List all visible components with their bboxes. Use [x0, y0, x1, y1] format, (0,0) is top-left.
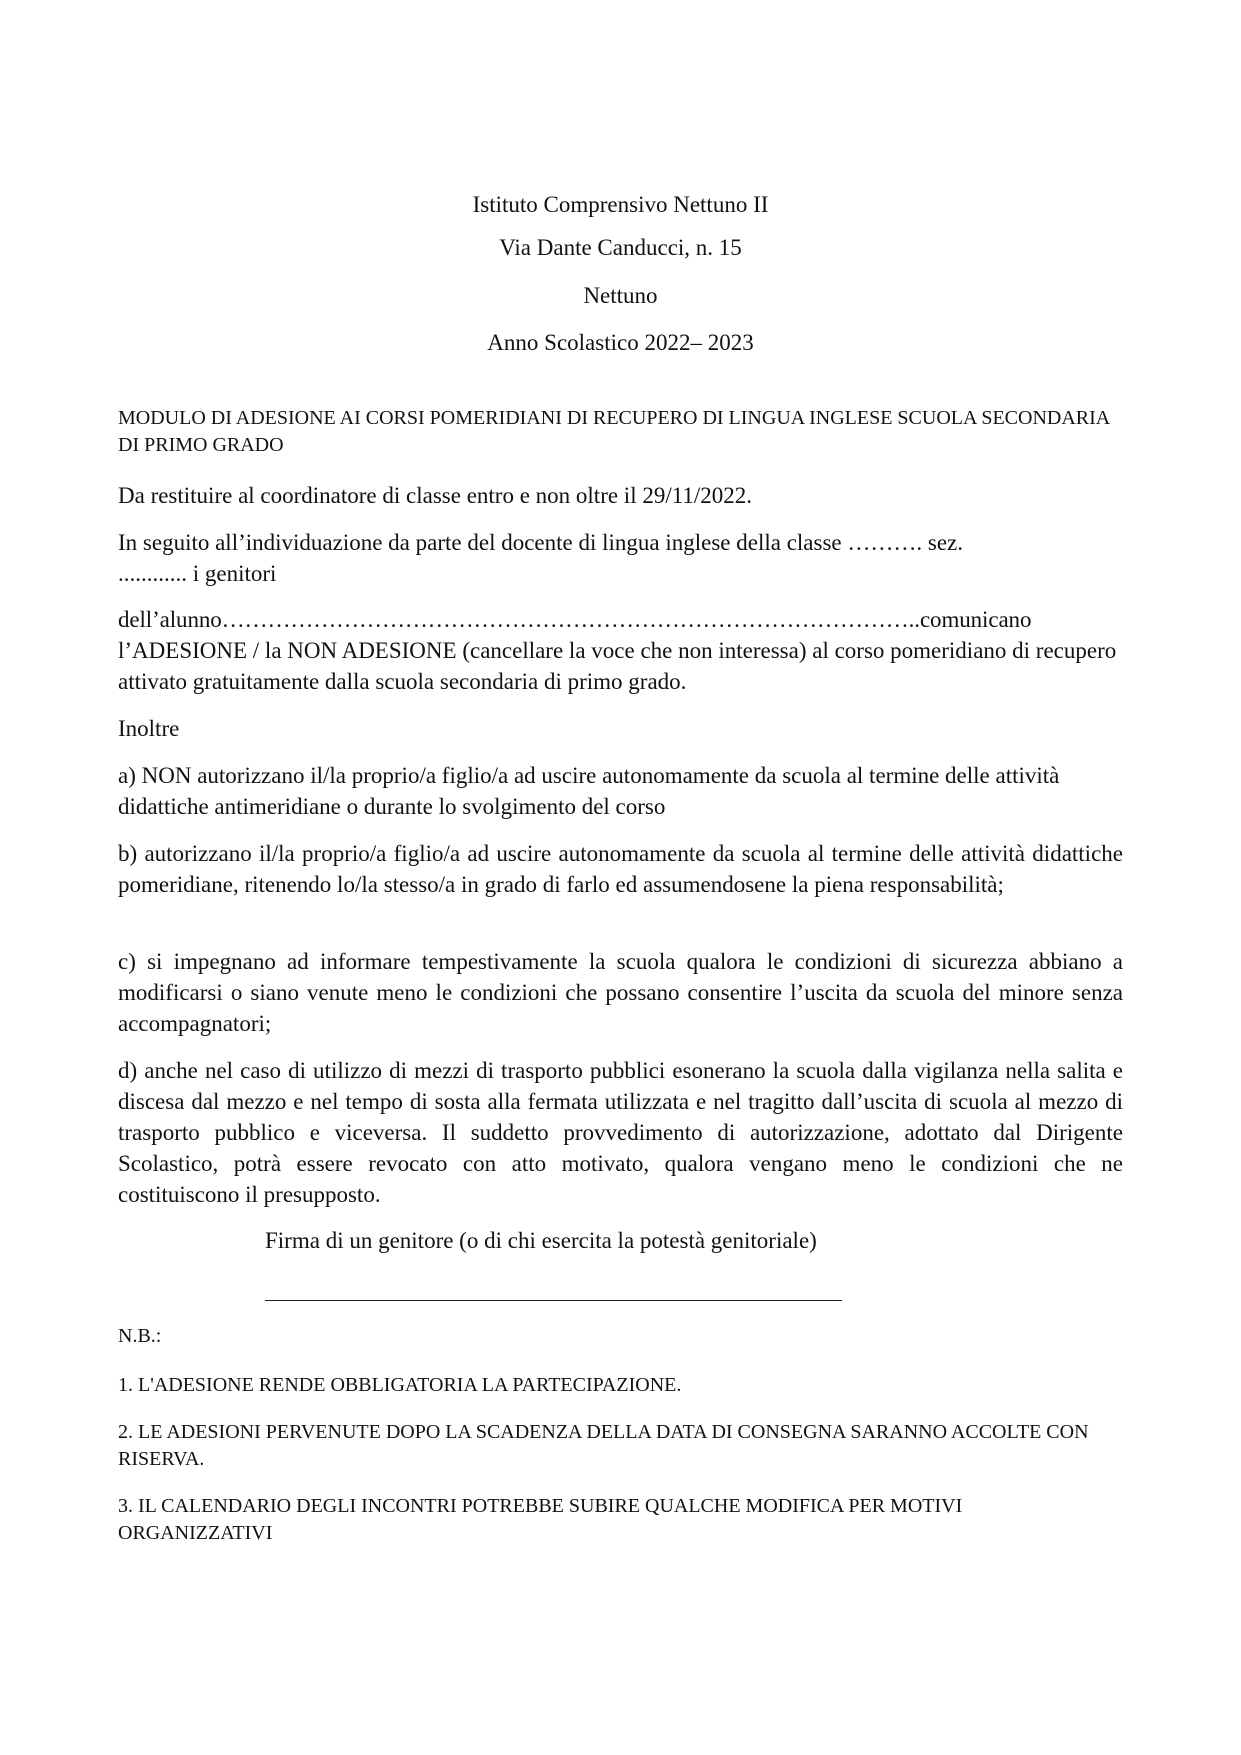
intro-class-line: In seguito all’individuazione da parte del docente di lingua inglese della classe ………. sez. — [118, 530, 963, 555]
note-1: 1. L'ADESIONE RENDE OBBLIGATORIA LA PARTECIPAZIONE. — [118, 1374, 682, 1396]
note-2: 2. LE ADESIONI PERVENUTE DOPO LA SCADENZA DELLA DATA DI CONSEGNA SARANNO ACCOLTE CON RISERVA. — [118, 1421, 1089, 1470]
signature-line — [265, 1300, 842, 1301]
form-title: MODULO DI ADESIONE AI CORSI POMERIDIANI DI RECUPERO DI LINGUA INGLESE SCUOLA SECONDARIA DI PRIMO GRADO — [118, 407, 1110, 456]
notes-heading: N.B.: — [118, 1325, 162, 1347]
return-deadline: Da restituire al coordinatore di classe entro e non oltre il 29/11/2022. — [118, 483, 753, 508]
school-year: Anno Scolastico 2022– 2023 — [487, 330, 754, 355]
authorization-item-b: b) autorizzano il/la proprio/a figlio/a ad uscire autonomamente da scuola al termine delle attività didattiche pomeridiane, ritenendo lo/la stesso/a in grado di farlo ed assumendosene la piena responsabilità; — [118, 841, 1123, 897]
note-3: 3. IL CALENDARIO DEGLI INCONTRI POTREBBE SUBIRE QUALCHE MODIFICA PER MOTIVI ORGANIZZATIVI — [118, 1495, 963, 1544]
student-name-line: dell’alunno………………………………………………………………………………..comunicano — [118, 607, 1032, 632]
furthermore-label: Inoltre — [118, 716, 180, 741]
authorization-item-a: a) NON autorizzano il/la proprio/a figlio/a ad uscire autonomamente da scuola al termine delle attività didattiche antimeridiane o durante lo svolgimento del corso — [118, 763, 1060, 819]
school-name: Istituto Comprensivo Nettuno II — [472, 192, 769, 217]
signature-label: Firma di un genitore (o di chi esercita la potestà genitoriale) — [265, 1228, 817, 1253]
intro-section-line: ............ i genitori — [118, 561, 277, 586]
adhesion-choice: l’ADESIONE / la NON ADESIONE (cancellare la voce che non interessa) al corso pomeridiano di recupero attivato gratuitamente dalla scuola secondaria di primo grado. — [118, 638, 1117, 694]
school-address: Via Dante Canducci, n. 15 — [499, 235, 742, 260]
school-city: Nettuno — [583, 283, 658, 308]
authorization-item-c: c) si impegnano ad informare tempestivamente la scuola qualora le condizioni di sicurezza abbiano a modificarsi o siano venute meno le condizioni che possano consentire l’uscita da scuola del minore senza accompagnatori; — [118, 949, 1123, 1036]
authorization-item-d: d) anche nel caso di utilizzo di mezzi di trasporto pubblici esonerano la scuola dalla vigilanza nella salita e discesa dal mezzo e nel tempo di sosta alla fermata utilizzata e nel tragitto dall’uscita di scuola al mezzo di trasporto pubblico e viceversa. Il suddetto provvedimento di autorizzazione, adottato dal Dirigente Scolastico, potrà essere revocato con atto motivato, qualora vengano meno le condizioni che ne costituiscono il presupposto. — [118, 1058, 1123, 1207]
